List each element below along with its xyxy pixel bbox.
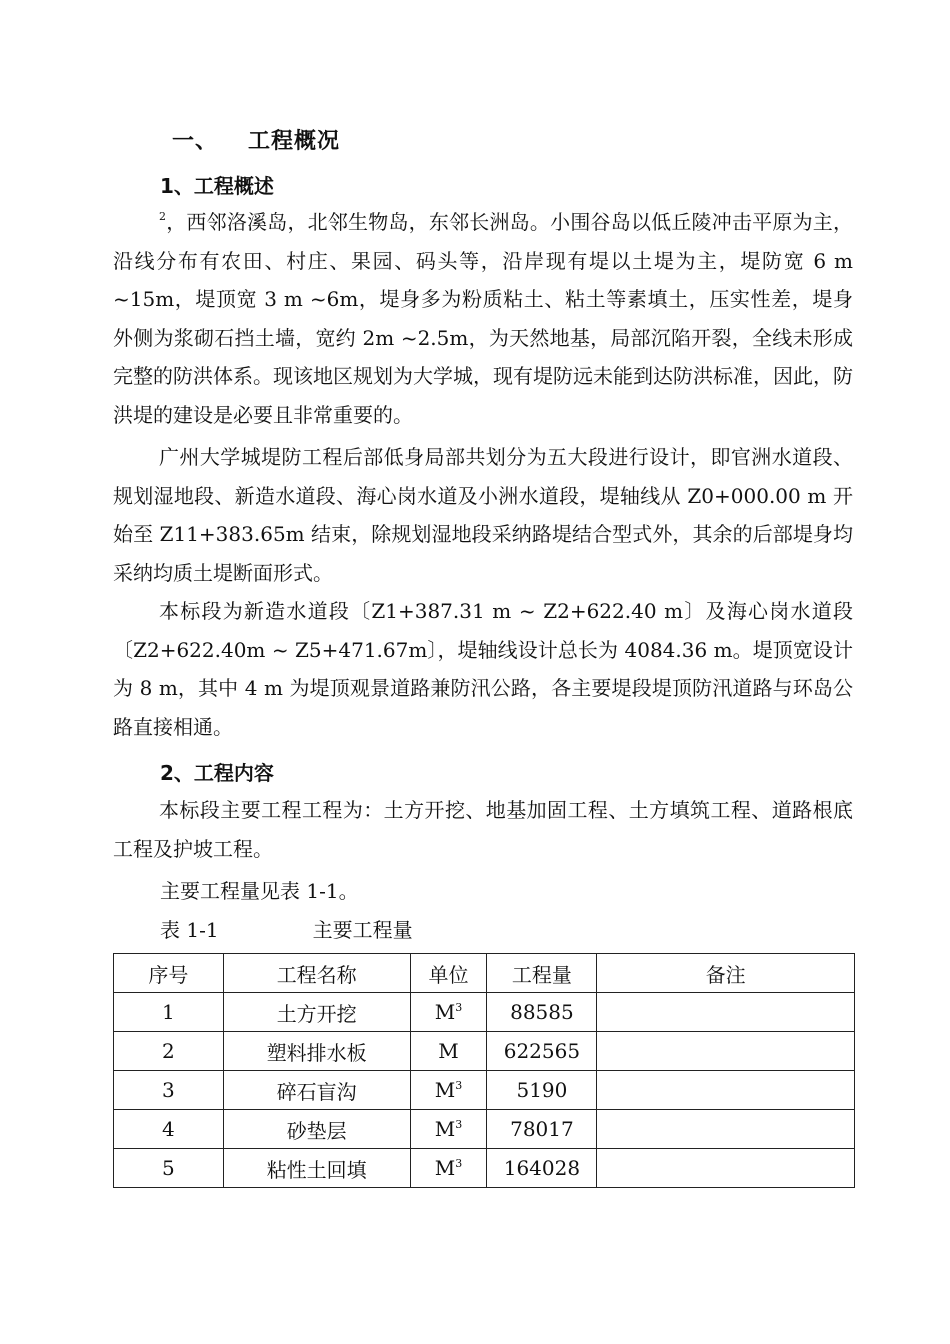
cell-no: 1 (114, 993, 224, 1032)
quantity-table (113, 953, 855, 1188)
cell-qty: 88585 (487, 993, 597, 1032)
cell-unit (410, 1071, 487, 1110)
section-1-paragraph-3: 本标段为新造水道段〔Z1+387.31 m ~ Z2+622.40 m〕及海心岗水道段〔Z2+622.40m ~ Z5+471.67m〕，堤轴线设计总长为 4084.36 m。堤顶宽设计为 8 m，其中 4 m 为堤顶观景道路兼防汛公路，各主要堤段堤顶防汛道路与环岛公路直接相通。 (113, 599, 853, 739)
header-note: 备注 (597, 954, 855, 993)
unit-exponent: 3 (455, 1157, 463, 1170)
table-row (114, 993, 855, 1032)
cell-qty: 164028 (487, 1149, 597, 1188)
table-row (114, 1071, 855, 1110)
cell-unit (410, 1149, 487, 1188)
cell-note (597, 1071, 855, 1110)
superscript-mark: 2 (159, 210, 166, 223)
header-name: 工程名称 (223, 954, 410, 993)
unit-exponent: 3 (455, 1001, 463, 1014)
unit-text: M (434, 1078, 456, 1102)
header-qty: 工程量 (487, 954, 597, 993)
cell-name: 砂垫层 (223, 1110, 410, 1149)
table-caption-number: 表 1-1 (160, 918, 219, 942)
cell-name: 土方开挖 (223, 993, 410, 1032)
section-2-paragraph-2: 主要工程量见表 1-1。 (160, 879, 359, 903)
cell-no: 2 (114, 1032, 224, 1071)
section-1-title: 1、工程概述 (160, 174, 274, 198)
cell-no: 4 (114, 1110, 224, 1149)
cell-no: 3 (114, 1071, 224, 1110)
section-1-paragraph-2: 广州大学城堤防工程后部低身局部共划分为五大段进行设计，即官洲水道段、规划湿地段、新造水道段、海心岗水道及小洲水道段，堤轴线从 Z0+000.00 m 开始至 Z11+383.65m 结束，除规划湿地段采纳路堤结合型式外，其余的后部堤身均采纳均质土堤断面形式。 (113, 445, 853, 585)
unit-exponent: 3 (455, 1118, 463, 1131)
table-caption (160, 914, 413, 943)
cell-name: 塑料排水板 (223, 1032, 410, 1071)
table-row (114, 1110, 855, 1149)
table-header-row (114, 954, 855, 993)
paragraph-text: ，西邻洛溪岛，北邻生物岛，东邻长洲岛。小围谷岛以低丘陵冲击平原为主，沿线分布有农田、村庄、果园、码头等，沿岸现有堤以土堤为主，堤防宽 6 m ~15m，堤顶宽 3 m ~6m，堤身多为粉质粘土、粘土等素填土，压实性差，堤身外侧为浆砌石挡土墙，宽约 2m ~2.5m，为天然地基，局部沉陷开裂，全线未形成完整的防洪体系。现该地区规划为大学城，现有堤防远未能到达防洪标准，因此，防洪堤的建设是必要且非常重要的。 (113, 210, 853, 427)
unit-text: M (434, 1117, 456, 1141)
cell-qty: 5190 (487, 1071, 597, 1110)
cell-name: 碎石盲沟 (223, 1071, 410, 1110)
unit-text: M (434, 1000, 456, 1024)
cell-note (597, 993, 855, 1032)
cell-name: 粘性土回填 (223, 1149, 410, 1188)
table-caption-title: 主要工程量 (312, 918, 413, 942)
unit-text: M (438, 1039, 459, 1063)
cell-qty: 622565 (487, 1032, 597, 1071)
cell-note (597, 1110, 855, 1149)
unit-exponent: 3 (455, 1079, 463, 1092)
cell-unit (410, 1110, 487, 1149)
chapter-title: 工程概况 (248, 129, 341, 154)
cell-unit (410, 1032, 487, 1071)
header-no: 序号 (114, 954, 224, 993)
cell-qty: 78017 (487, 1110, 597, 1149)
chapter-heading (172, 124, 340, 155)
cell-no: 5 (114, 1149, 224, 1188)
cell-unit (410, 993, 487, 1032)
section-1-paragraph-1 (113, 203, 853, 434)
section-2-paragraph-1: 本标段主要工程工程为：土方开挖、地基加固工程、土方填筑工程、道路根底工程及护坡工程。 (113, 798, 853, 861)
chapter-number: 一、 (172, 129, 219, 154)
unit-text: M (434, 1156, 456, 1180)
cell-note (597, 1149, 855, 1188)
table-row (114, 1149, 855, 1188)
section-2-title: 2、工程内容 (160, 761, 274, 785)
table-row (114, 1032, 855, 1071)
header-unit: 单位 (410, 954, 487, 993)
cell-note (597, 1032, 855, 1071)
